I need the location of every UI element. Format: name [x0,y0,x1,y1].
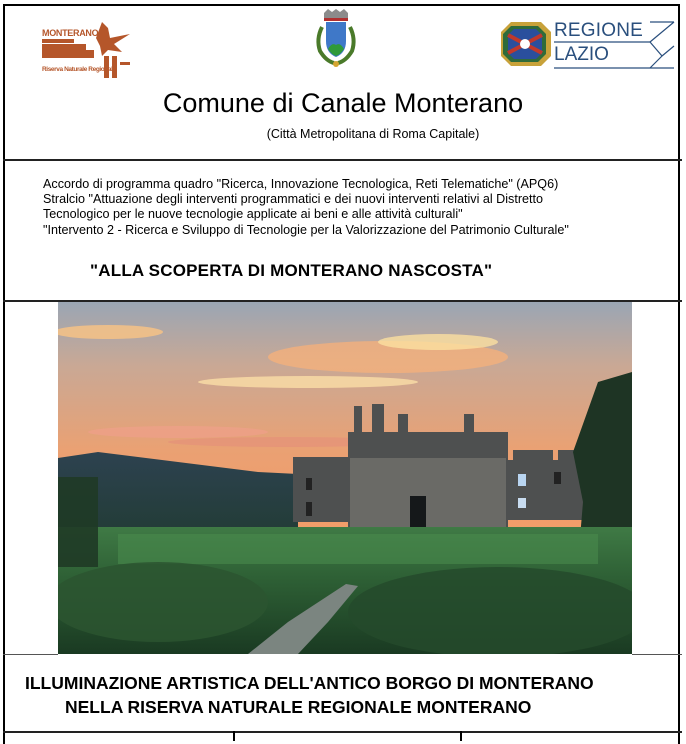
page-title: Comune di Canale Monterano [162,88,524,118]
sunset-ruins-image [58,302,632,654]
agreement-text [43,177,569,238]
monterano-reserve-logo [42,22,132,80]
page-subtitle: (Città Metropolitana di Roma Capitale) [266,127,480,141]
caption-line-1: ILLUMINAZIONE ARTISTICA DELL'ANTICO BORGO DI MONTERANO [25,673,594,693]
divider-photo-right [632,654,682,655]
monterano-logo-title: MONTERANO [42,28,99,38]
lazio-logo-line1: REGIONE [554,20,644,41]
table-divider-2 [460,731,462,741]
monterano-logo-subtitle: Riserva Naturale Regionale [42,66,116,73]
divider-header [3,159,682,161]
agreement-line: "Intervento 2 - Ricerca e Sviluppo di Tecnologie per la Valorizzazione del Patrimonio Culturale" [43,222,569,237]
divider-photo-left [3,654,58,655]
agreement-line: Tecnologico per le nuove tecnologie applicate ai beni e alle attività culturali" [43,207,463,222]
monterano-ruins-photo [58,302,632,654]
project-name: "ALLA SCOPERTA DI MONTERANO NASCOSTA" [90,261,493,280]
municipal-coat-of-arms-icon [312,9,360,71]
agreement-line: Accordo di programma quadro "Ricerca, Innovazione Tecnologica, Reti Telematiche" (APQ6) [43,177,559,191]
table-divider-1 [233,731,235,741]
divider-caption [3,731,682,733]
agreement-line: Stralcio "Attuazione degli interventi programmatici e dei nuovi interventi relativi al Distretto [43,192,544,207]
caption-line-2: NELLA RISERVA NATURALE REGIONALE MONTERANO [65,697,532,717]
regione-lazio-logo [500,18,676,72]
lazio-logo-line2: LAZIO [554,44,609,65]
